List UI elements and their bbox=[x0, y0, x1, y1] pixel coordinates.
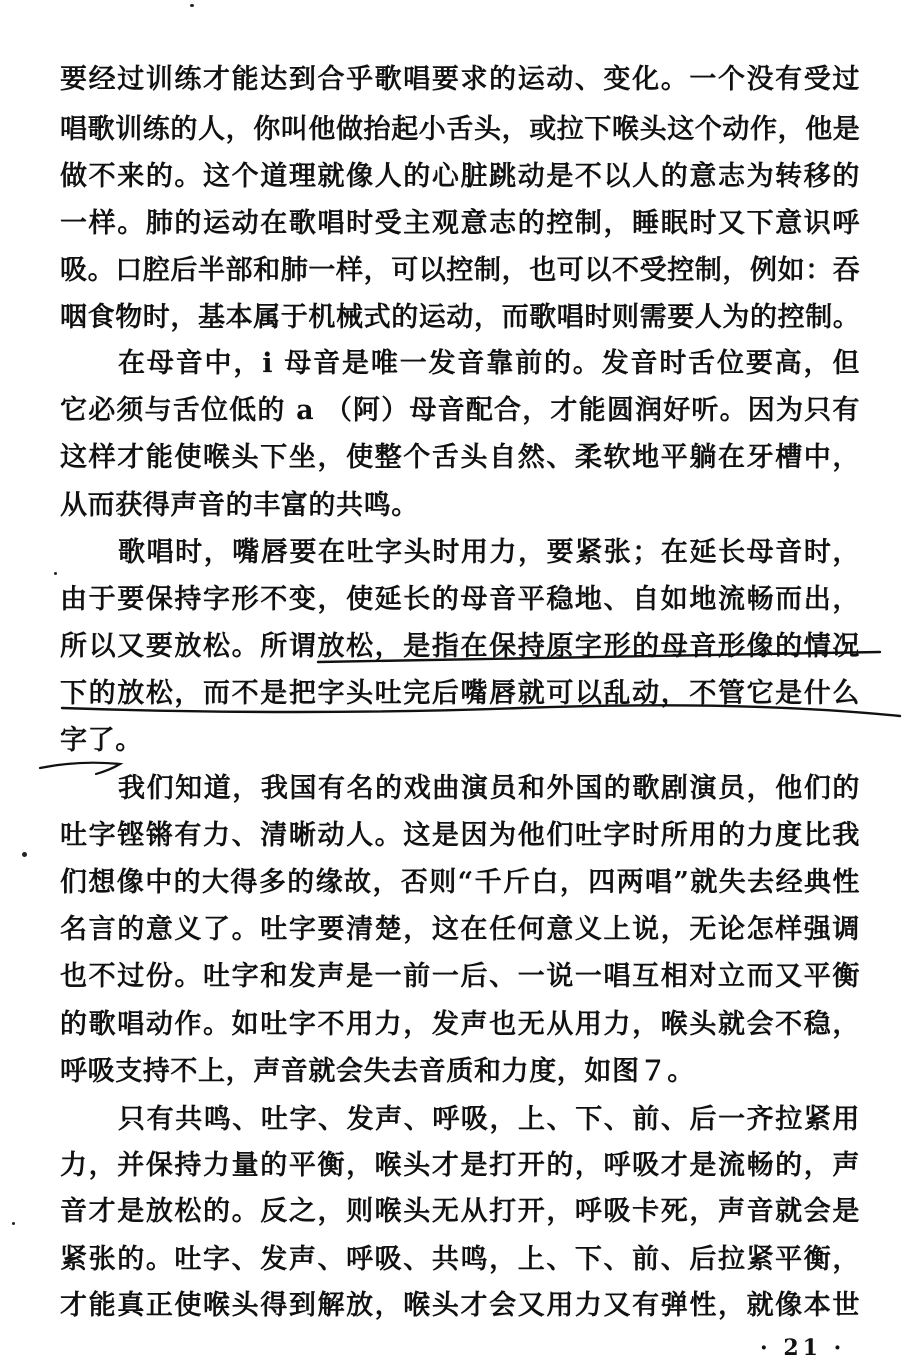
text-line-21: 的歌唱动作。如吐字不用力，发声也无从用力，喉头就会不稳， bbox=[60, 1009, 860, 1040]
text-line-7: 在母音中，i 母音是唯一发音靠前的。发音时舌位要高，但 bbox=[118, 348, 860, 379]
scan-speck bbox=[12, 1222, 15, 1225]
text-line-12: 由于要保持字形不变，使延长的母音平稳地、自如地流畅而出， bbox=[60, 584, 860, 615]
text-line-27: 才能真正使喉头得到解放，喉头才会又用力又有弹性，就像本世 bbox=[60, 1290, 860, 1321]
text-line-19: 名言的意义了。吐字要清楚，这在任何意义上说，无论怎样强调 bbox=[60, 914, 860, 945]
text-line-11: 歌唱时，嘴唇要在吐字头时用力，要紧张；在延长母音时， bbox=[118, 537, 860, 568]
text-line-18: 们想像中的大得多的缘故，否则“千斤白，四两唱”就失去经典性 bbox=[60, 867, 860, 898]
text-line-23: 只有共鸣、吐字、发声、呼吸，上、下、前、后一齐拉紧用 bbox=[118, 1104, 860, 1135]
scan-speck bbox=[54, 572, 57, 575]
text-line-4: 一样。肺的运动在歌唱时受主观意志的控制，睡眠时又下意识呼 bbox=[60, 208, 860, 239]
text-line-2: 唱歌训练的人，你叫他做抬起小舌头，或拉下喉头这个动作，他是 bbox=[60, 114, 860, 145]
text-line-8: 它必须与舌位低的 a （阿）母音配合，才能圆润好听。因为只有 bbox=[60, 395, 860, 426]
text-line-17: 吐字铿锵有力、清晰动人。这是因为他们吐字时所用的力度比我 bbox=[60, 820, 860, 851]
text-line-14: 下的放松，而不是把字头吐完后嘴唇就可以乱动，不管它是什么 bbox=[60, 678, 860, 709]
text-line-20: 也不过份。吐字和发声是一前一后、一说一唱互相对立而又平衡 bbox=[60, 961, 860, 992]
text-line-5: 吸。口腔后半部和肺一样，可以控制，也可以不受控制，例如：吞 bbox=[60, 255, 860, 286]
text-line-1: 要经过训练才能达到合乎歌唱要求的运动、变化。一个没有受过 bbox=[60, 64, 860, 95]
text-line-25: 音才是放松的。反之，则喉头无从打开，呼吸卡死，声音就会是 bbox=[60, 1196, 860, 1227]
text-line-6: 咽食物时，基本属于机械式的运动，而歌唱时则需要人为的控制。 bbox=[60, 302, 860, 333]
scan-speck bbox=[22, 852, 27, 857]
scan-speck bbox=[190, 4, 194, 7]
text-line-13: 所以又要放松。所谓放松，是指在保持原字形的母音形像的情况 bbox=[60, 631, 860, 662]
text-line-26: 紧张的。吐字、发声、呼吸、共鸣，上、下、前、后拉紧平衡， bbox=[60, 1244, 860, 1275]
text-line-22: 呼吸支持不上，声音就会失去音质和力度，如图７。 bbox=[60, 1056, 695, 1087]
text-line-24: 力，并保持力量的平衡，喉头才是打开的，呼吸才是流畅的，声 bbox=[60, 1150, 860, 1181]
text-line-10: 从而获得声音的丰富的共鸣。 bbox=[60, 490, 419, 521]
text-line-16: 我们知道，我国有名的戏曲演员和外国的歌剧演员，他们的 bbox=[118, 773, 860, 804]
text-line-9: 这样才能使喉头下坐，使整个舌头自然、柔软地平躺在牙槽中， bbox=[60, 442, 860, 473]
page-number: · 21 · bbox=[760, 1335, 846, 1361]
text-line-3: 做不来的。这个道理就像人的心脏跳动是不以人的意志为转移的 bbox=[60, 161, 860, 192]
text-line-15: 字了。 bbox=[60, 725, 143, 756]
